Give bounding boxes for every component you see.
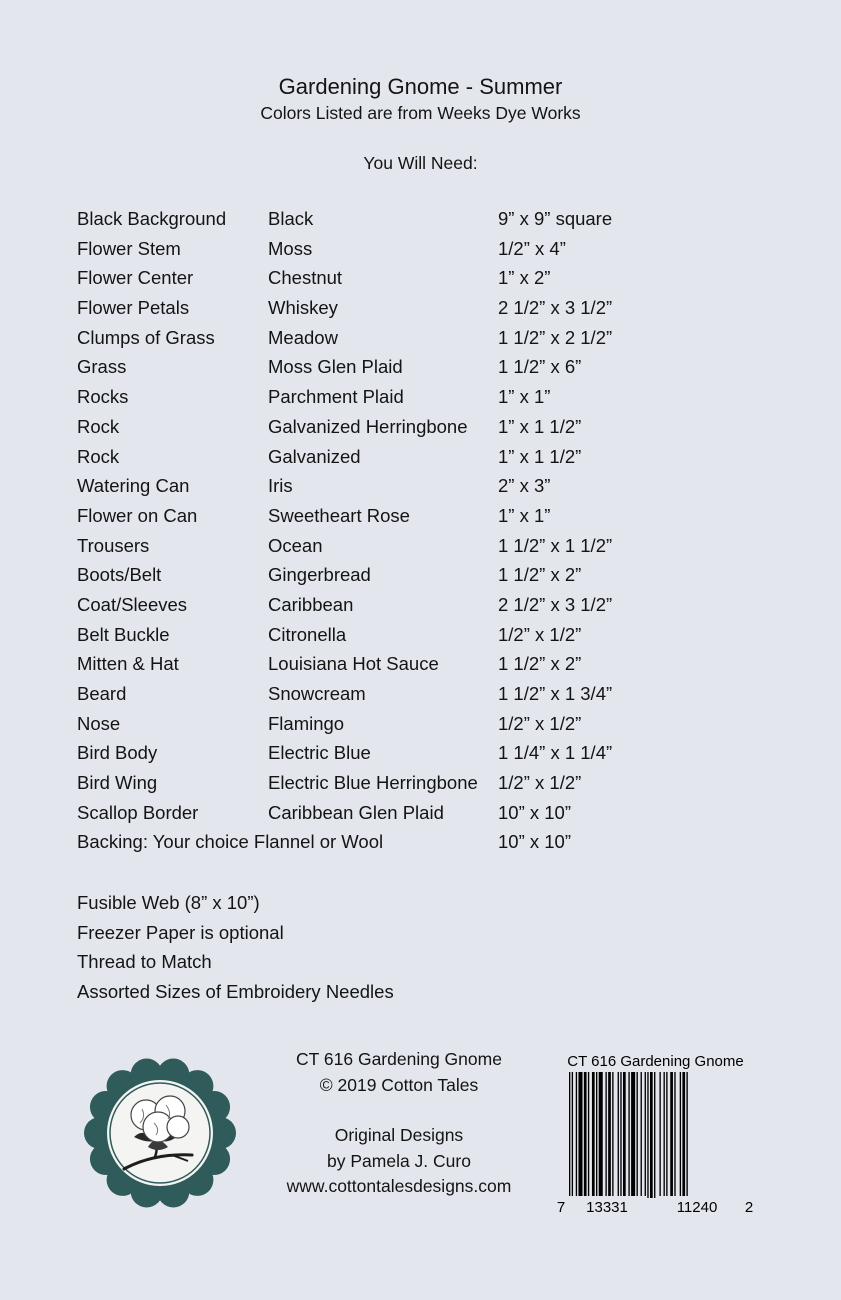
material-row [77,738,777,768]
original-designs: Original Designs [334,1125,464,1145]
material-color: Ocean [268,534,323,556]
material-row [77,560,777,590]
material-row [77,412,777,442]
material-part: Flower Stem [77,237,181,259]
material-part: Trousers [77,534,150,556]
material-row [77,590,777,620]
material-row [77,620,777,650]
material-part: Flower Center [77,267,194,289]
material-part: Mitten & Hat [77,653,179,675]
material-color: Iris [268,475,293,497]
material-row [77,768,777,798]
material-size: 1/2” x 4” [498,237,566,259]
material-part: Coat/Sleeves [77,593,188,615]
page-subtitle: Colors Listed are from Weeks Dye Works [260,103,581,123]
material-size: 1” x 1 1/2” [498,445,582,467]
material-part: Rock [77,415,120,437]
material-row [77,323,777,353]
material-part: Bird Body [77,742,158,764]
material-row [77,204,777,234]
material-size: 1 1/2” x 1 1/2” [498,534,613,556]
material-part: Beard [77,683,127,704]
product-code: CT 616 Gardening Gnome [296,1049,502,1069]
material-size: 1” x 1” [498,386,551,408]
barcode-group-right: 11240 [676,1199,718,1216]
material-size: 1 1/2” x 1 3/4” [498,683,613,704]
material-color: Caribbean Glen Plaid [268,801,444,823]
material-size: 1/2” x 1/2” [498,623,582,645]
material-size: 1 1/2” x 2” [498,653,582,675]
material-part: Rock [77,445,120,467]
material-part: Nose [77,712,121,734]
supply-item: Thread to Match [77,951,212,973]
material-color: Sweetheart Rose [268,504,410,526]
supply-item: Fusible Web (8” x 10”) [77,892,260,913]
material-color: Meadow [268,326,338,348]
copyright: © 2019 Cotton Tales [319,1074,479,1095]
material-row [77,827,777,857]
material-color: Galvanized Herringbone [268,415,468,437]
material-row [77,293,777,323]
material-color: Chestnut [268,267,343,289]
material-color: Citronella [268,623,347,645]
material-color: Snowcream [268,683,366,704]
material-size: 1/2” x 1/2” [498,712,582,734]
material-part: Flower Petals [77,297,190,319]
material-row [77,263,777,293]
material-size: 1 1/2” x 2” [498,564,582,586]
cotton-tales-logo [84,1057,236,1209]
material-row [77,798,777,828]
material-size: 1 1/2” x 2 1/2” [498,326,613,348]
material-color: Parchment Plaid [268,386,404,408]
material-color: Black [268,208,314,229]
material-row [77,679,777,709]
material-color: Gingerbread [268,564,371,586]
material-row [77,471,777,501]
materials-list [77,204,777,857]
material-row [77,709,777,739]
material-part: Black Background [77,208,227,229]
material-color: Flamingo [268,712,345,734]
material-color: Caribbean [268,593,354,615]
material-part: Grass [77,356,127,378]
material-color: Electric Blue [268,742,371,764]
material-size: 1” x 1 1/2” [498,415,582,437]
material-size: 1” x 1” [498,504,551,526]
designer-name: by Pamela J. Curo [327,1150,471,1171]
material-row [77,501,777,531]
material-part: Backing: Your choice Flannel or Wool [77,831,384,853]
material-size: 1” x 2” [498,267,551,289]
material-part: Belt Buckle [77,623,170,645]
material-row [77,442,777,472]
material-size: 1 1/4” x 1 1/4” [498,742,613,764]
material-row [77,382,777,412]
material-part: Boots/Belt [77,564,162,586]
material-row [77,234,777,264]
barcode-digit-left: 7 [556,1199,566,1216]
barcode-bars [553,1072,758,1218]
website[interactable]: www.cottontalesdesigns.com [286,1176,512,1196]
material-part: Flower on Can [77,504,198,526]
material-row [77,352,777,382]
barcode-digit-right: 2 [744,1199,754,1216]
barcode-group-left: 13331 [586,1199,628,1216]
material-color: Moss [268,237,313,259]
material-part: Bird Wing [77,772,158,794]
material-part: Rocks [77,386,129,408]
material-size: 2” x 3” [498,475,551,497]
material-row [77,531,777,561]
material-size: 9” x 9” square [498,208,613,229]
barcode [553,1052,758,1218]
supply-item: Assorted Sizes of Embroidery Needles [77,981,394,1003]
material-part: Clumps of Grass [77,326,215,348]
page-title: Gardening Gnome - Summer [278,74,563,99]
supplies-list [77,888,577,1007]
material-size: 10” x 10” [498,831,572,853]
credits-block [250,1047,548,1200]
material-color: Electric Blue Herringbone [268,772,478,794]
need-heading: You Will Need: [363,153,478,173]
material-part: Scallop Border [77,801,199,823]
material-color: Whiskey [268,297,338,319]
material-color: Louisiana Hot Sauce [268,653,439,675]
supply-item: Freezer Paper is optional [77,921,284,943]
material-color: Galvanized [268,445,361,467]
material-size: 10” x 10” [498,801,572,823]
barcode-label: CT 616 Gardening Gnome [567,1053,744,1070]
material-row [77,649,777,679]
material-size: 2 1/2” x 3 1/2” [498,297,613,319]
material-size: 1 1/2” x 6” [498,356,582,378]
cotton-boll-icon [84,1057,236,1209]
material-size: 1/2” x 1/2” [498,772,582,794]
material-part: Watering Can [77,475,190,497]
material-color: Moss Glen Plaid [268,356,403,378]
material-size: 2 1/2” x 3 1/2” [498,593,613,615]
